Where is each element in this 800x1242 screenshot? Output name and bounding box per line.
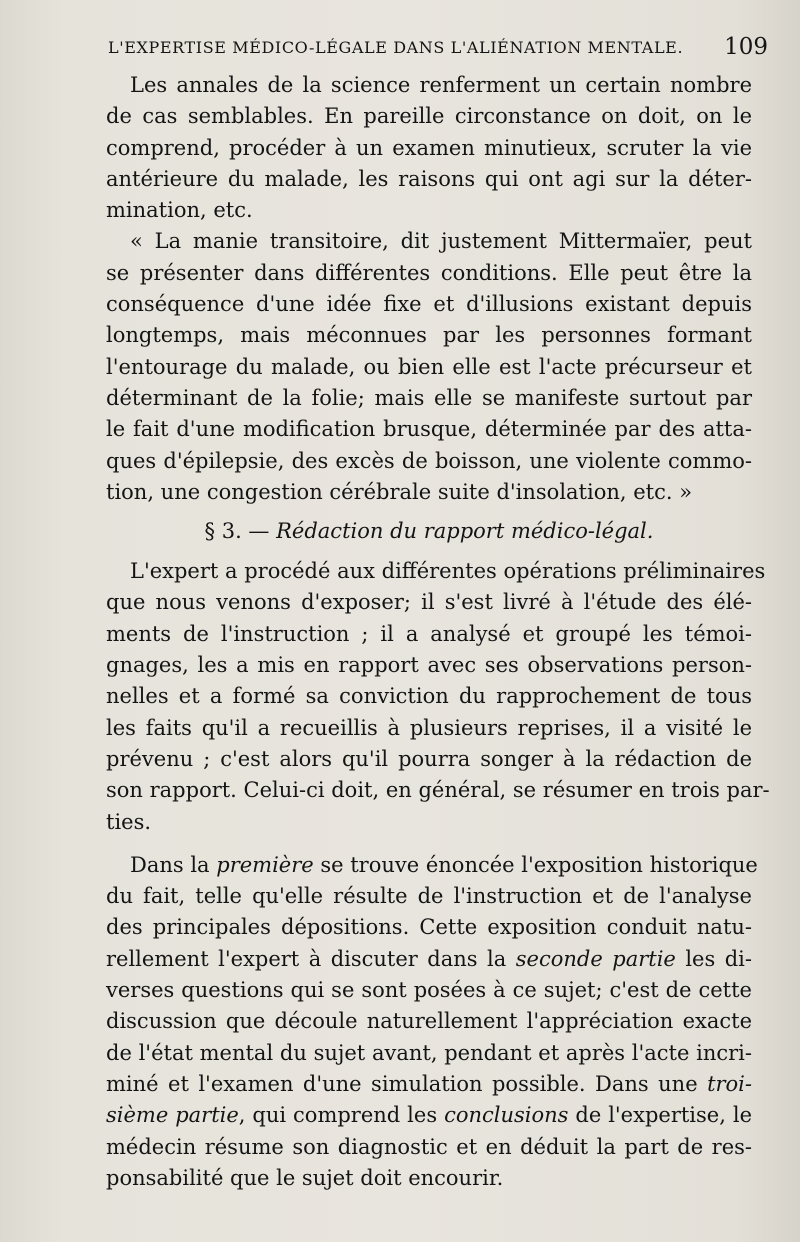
- text-line: nelles et a formé sa conviction du rapprochement de tous: [106, 684, 752, 709]
- text-line: son rapport. Celui-ci doit, en général, se résumer en trois par-: [106, 778, 770, 803]
- text-line: les faits qu'il a recueillis à plusieurs reprises, il a visité le: [106, 715, 752, 740]
- text-run: se trouve énoncée l'exposition historique: [313, 852, 758, 877]
- text-line: [106, 1100, 752, 1131]
- text-run: , qui comprend les: [238, 1103, 445, 1128]
- emphasis: conclusions: [444, 1103, 569, 1128]
- text-line: gnages, les a mis en rapport avec ses observations person-: [106, 653, 752, 678]
- text-line: ments de l'instruction ; il a analysé et groupé les témoi-: [106, 621, 752, 646]
- paragraph-1: [106, 70, 752, 226]
- text-line: [106, 850, 758, 881]
- section-title: Rédaction du rapport médico-légal.: [276, 519, 654, 544]
- text-line: mination, etc.: [106, 198, 253, 223]
- running-title: L'EXPERTISE MÉDICO-LÉGALE DANS L'ALIÉNATION MENTALE.: [108, 38, 684, 57]
- paragraph-2-quotation: [106, 226, 752, 508]
- text-line: le fait d'une modification brusque, déterminée par des atta-: [106, 417, 752, 442]
- text-run: rellement l'expert à discuter dans la: [106, 946, 516, 971]
- text-line: conséquence d'une idée fixe et d'illusions existant depuis: [106, 292, 752, 317]
- text-run: de l'expertise, le: [568, 1103, 752, 1128]
- text-line: longtemps, mais méconnues par les personnes formant: [106, 323, 752, 348]
- text-line: prévenu ; c'est alors qu'il pourra songer à la rédaction de: [106, 746, 752, 771]
- text-line: que nous venons d'exposer; il s'est livré à l'étude des élé-: [106, 590, 752, 615]
- text-line: tion, une congestion cérébrale suite d'insolation, etc. »: [106, 479, 693, 504]
- text-line: du fait, telle qu'elle résulte de l'instruction et de l'analyse: [106, 884, 752, 909]
- text-line: des principales dépositions. Cette exposition conduit natu-: [106, 915, 752, 940]
- text-line: comprend, procéder à un examen minutieux, scruter la vie: [106, 135, 752, 160]
- text-line: de l'état mental du sujet avant, pendant et après l'acte incri-: [106, 1040, 752, 1065]
- text-line: L'expert a procédé aux différentes opérations préliminaires: [130, 559, 766, 584]
- text-line: médecin résume son diagnostic et en déduit la part de res-: [106, 1134, 752, 1159]
- text-line: [106, 944, 752, 975]
- page-number: 109: [724, 34, 768, 60]
- emphasis: troi-: [707, 1071, 752, 1096]
- text-line: Les annales de la science renferment un certain nombre: [130, 73, 752, 97]
- emphasis: première: [216, 852, 314, 877]
- text-run: les di-: [675, 946, 752, 971]
- text-line: de cas semblables. En pareille circonstance on doit, on le: [106, 104, 752, 129]
- text-line: ques d'épilepsie, des excès de boisson, une violente commo-: [106, 448, 752, 473]
- paragraph-4: [106, 850, 758, 1194]
- section-heading: [106, 514, 752, 548]
- text-line: [106, 1069, 752, 1100]
- text-line: verses questions qui se sont posées à ce sujet; c'est de cette: [106, 978, 752, 1003]
- text-line: se présenter dans différentes conditions. Elle peut être la: [106, 260, 752, 285]
- text-line: antérieure du malade, les raisons qui ont agi sur la déter-: [106, 166, 752, 191]
- text-line: l'entourage du malade, ou bien elle est l'acte précurseur et: [106, 354, 752, 379]
- emphasis: seconde partie: [515, 946, 676, 971]
- emphasis: sième partie: [106, 1103, 239, 1128]
- paragraph-3: [106, 556, 770, 838]
- text-run: Dans la: [130, 852, 217, 877]
- text-line: ponsabilité que le sujet doit encourir.: [106, 1165, 504, 1190]
- running-header: [108, 34, 768, 64]
- text-line: discussion que découle naturellement l'appréciation exacte: [106, 1009, 752, 1034]
- page-body: [106, 70, 770, 1194]
- text-run: miné et l'examen d'une simulation possible. Dans une: [106, 1071, 708, 1096]
- section-number: § 3. —: [204, 519, 270, 544]
- text-line: ties.: [106, 809, 152, 834]
- text-line: « La manie transitoire, dit justement Mittermaïer, peut: [130, 229, 752, 254]
- text-line: déterminant de la folie; mais elle se manifeste surtout par: [106, 385, 752, 410]
